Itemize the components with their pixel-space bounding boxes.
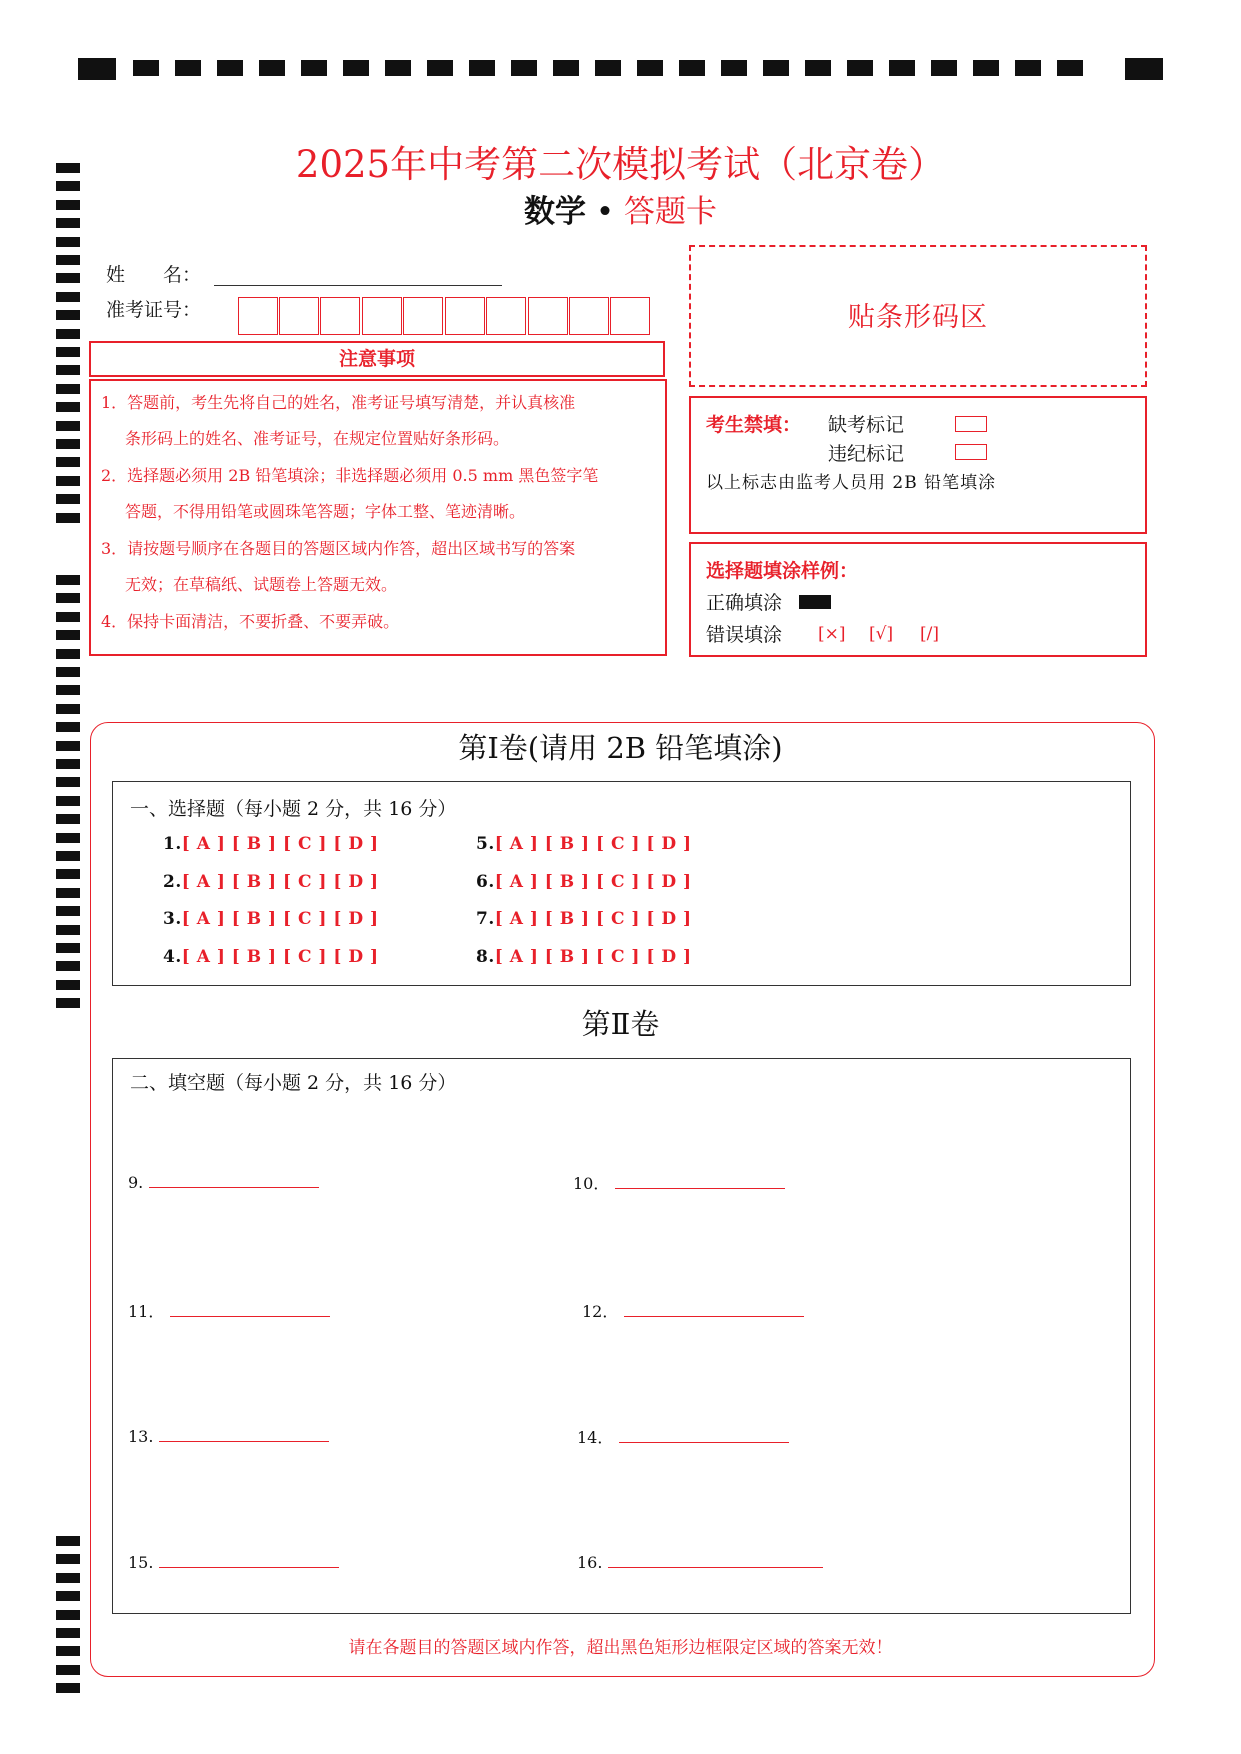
id-digit-box[interactable] [528,297,568,335]
timing-mark [56,630,80,640]
wrong-fill-label: 错误填涂 [706,624,783,646]
proctor-box [689,396,1147,534]
timing-mark [56,685,80,695]
timing-mark [56,704,80,714]
id-digit-box[interactable] [279,297,319,335]
timing-mark [721,60,747,76]
fill-in-blank[interactable]: 9. [128,1171,319,1192]
timing-mark [427,60,453,76]
timing-mark [56,384,80,394]
answer-line[interactable] [615,1172,785,1189]
timing-mark [56,365,80,375]
timing-mark [56,421,80,431]
id-digit-box[interactable] [445,297,485,335]
mcq-options[interactable]: [ A ] [ B ] [ C ] [ D ] [494,947,692,967]
timing-mark [78,58,116,80]
timing-mark [56,833,80,843]
timing-mark [301,60,327,76]
timing-mark [637,60,663,76]
mcq-question[interactable]: 1.[ A ] [ B ] [ C ] [ D ] [163,834,379,854]
wrong-mark-check: [√] [869,624,894,644]
proctor-title: 考生禁填： [706,414,802,436]
timing-mark [56,575,80,585]
timing-mark [56,310,80,320]
answer-line[interactable] [170,1300,330,1317]
mcq-section [112,781,1131,986]
timing-mark [56,612,80,622]
timing-mark [56,906,80,916]
violation-label: 违纪标记 [828,443,905,465]
fill-in-blank[interactable]: 16. [577,1551,823,1572]
barcode-label: 贴条形码区 [848,302,988,333]
fill-in-section-title: 二、填空题（每小题 2 分，共 16 分） [130,1072,457,1094]
timing-mark [56,593,80,603]
timing-mark [56,1665,80,1675]
mcq-question[interactable]: 3.[ A ] [ B ] [ C ] [ D ] [163,909,379,929]
id-digit-box[interactable] [610,297,650,335]
notice-item: 2．选择题必须用 2B 铅笔填涂；非选择题必须用 0.5 mm 黑色签字笔 [101,466,599,485]
id-digit-box[interactable] [362,297,402,335]
timing-mark [385,60,411,76]
timing-mark [56,1683,80,1693]
fill-in-blank[interactable]: 14． [577,1425,789,1448]
timing-mark [56,402,80,412]
timing-mark [763,60,789,76]
mcq-options[interactable]: [ A ] [ B ] [ C ] [ D ] [494,909,692,929]
answer-line[interactable] [624,1300,804,1317]
timing-mark [56,476,80,486]
mcq-question[interactable]: 8.[ A ] [ B ] [ C ] [ D ] [476,947,692,967]
id-number-boxes[interactable] [238,297,654,335]
timing-mark [56,888,80,898]
timing-mark [56,925,80,935]
mcq-options[interactable]: [ A ] [ B ] [ C ] [ D ] [494,872,692,892]
timing-mark [56,869,80,879]
barcode-zone [689,245,1147,387]
page-title: 2025年中考第二次模拟考试（北京卷） [295,143,946,186]
timing-mark [469,60,495,76]
timing-mark [175,60,201,76]
timing-mark [133,60,159,76]
timing-mark [56,777,80,787]
timing-mark [56,667,80,677]
mcq-options[interactable]: [ A ] [ B ] [ C ] [ D ] [181,909,379,929]
name-label: 姓 名： [106,264,202,286]
absent-mark-box[interactable] [955,416,987,432]
fill-in-blank[interactable]: 13. [128,1425,329,1446]
mcq-section-title: 一、选择题（每小题 2 分，共 16 分） [130,798,457,820]
page-subtitle [0,193,1241,231]
timing-mark [217,60,243,76]
mcq-options[interactable]: [ A ] [ B ] [ C ] [ D ] [181,872,379,892]
id-digit-box[interactable] [486,297,526,335]
answer-line[interactable] [149,1171,319,1188]
mcq-options[interactable]: [ A ] [ B ] [ C ] [ D ] [181,834,379,854]
timing-mark [679,60,705,76]
answer-line[interactable] [608,1551,823,1568]
fill-in-blank[interactable]: 12． [582,1299,804,1322]
id-label: 准考证号： [106,299,202,321]
answer-line[interactable] [619,1426,789,1443]
timing-mark [973,60,999,76]
part2-title: 第Ⅱ卷 [581,1007,660,1041]
timing-mark [56,1573,80,1583]
timing-mark [56,347,80,357]
timing-mark [56,329,80,339]
timing-mark [56,255,80,265]
timing-mark [343,60,369,76]
fill-in-blank[interactable]: 11． [128,1299,330,1322]
timing-mark [56,814,80,824]
subtitle-dot: • [595,194,615,230]
answer-line[interactable] [159,1425,329,1442]
notice-title: 注意事项 [338,348,415,370]
id-digit-box[interactable] [320,297,360,335]
fill-in-section [112,1058,1131,1614]
mcq-question[interactable]: 4.[ A ] [ B ] [ C ] [ D ] [163,947,379,967]
timing-mark [56,1610,80,1620]
wrong-mark-cross: [×] [818,624,846,644]
timing-mark [595,60,621,76]
sample-box [689,542,1147,657]
timing-mark [847,60,873,76]
timing-mark [553,60,579,76]
mcq-question[interactable]: 7.[ A ] [ B ] [ C ] [ D ] [476,909,692,929]
mcq-options[interactable]: [ A ] [ B ] [ C ] [ D ] [494,834,692,854]
timing-mark [1015,60,1041,76]
timing-mark [56,943,80,953]
notice-item: 1．答题前，考生先将自己的姓名，准考证号填写清楚，并认真核准 [101,393,576,412]
timing-mark [1057,60,1083,76]
timing-mark [56,1591,80,1601]
notice-item: 4．保持卡面清洁，不要折叠、不要弄破。 [101,612,400,631]
timing-mark [56,457,80,467]
sample-title: 选择题填涂样例： [706,560,859,582]
timing-mark [56,961,80,971]
wrong-mark-slash: [/] [920,624,939,644]
fill-in-blank[interactable]: 15. [128,1551,339,1572]
footer-warning: 请在各题目的答题区域内作答，超出黑色矩形边框限定区域的答案无效！ [348,1638,893,1658]
mcq-question[interactable]: 5.[ A ] [ B ] [ C ] [ D ] [476,834,692,854]
timing-mark [931,60,957,76]
notice-header [89,341,665,377]
notice-item: 条形码上的姓名、准考证号，在规定位置贴好条形码。 [125,429,510,448]
timing-mark [56,513,80,523]
notice-item: 答题，不得用铅笔或圆珠笔答题；字体工整、笔迹清晰。 [125,502,526,521]
id-digit-box[interactable] [403,297,443,335]
name-field[interactable] [214,285,502,286]
fill-in-blank[interactable]: 10． [573,1171,785,1194]
id-digit-box[interactable] [238,297,278,335]
timing-mark [56,494,80,504]
proctor-note: 以上标志由监考人员用 2B 铅笔填涂 [706,473,997,493]
notice-body [89,379,667,656]
id-digit-box[interactable] [569,297,609,335]
correct-fill-sample [799,595,831,609]
part1-title: 第Ⅰ卷(请用 2B 铅笔填涂) [458,731,783,765]
mcq-question[interactable]: 6.[ A ] [ B ] [ C ] [ D ] [476,872,692,892]
timing-mark [56,292,80,302]
timing-mark [511,60,537,76]
timing-mark [56,980,80,990]
answer-line[interactable] [159,1551,339,1568]
correct-fill-label: 正确填涂 [706,592,783,614]
timing-mark [56,273,80,283]
timing-mark [56,851,80,861]
timing-mark [56,649,80,659]
timing-mark [805,60,831,76]
notice-item: 无效；在草稿纸、试题卷上答题无效。 [125,575,398,594]
mcq-question[interactable]: 2.[ A ] [ B ] [ C ] [ D ] [163,872,379,892]
timing-mark [1125,58,1163,80]
subject-label: 数学 [523,194,586,230]
timing-mark [56,439,80,449]
timing-mark [56,796,80,806]
mcq-options[interactable]: [ A ] [ B ] [ C ] [ D ] [181,947,379,967]
timing-mark [56,1536,80,1546]
timing-mark [889,60,915,76]
timing-mark [259,60,285,76]
violation-mark-box[interactable] [955,444,987,460]
timing-mark [56,237,80,247]
notice-item: 3．请按题号顺序在各题目的答题区域内作答，超出区域书写的答案 [101,539,576,558]
timing-mark [56,1554,80,1564]
card-label: 答题卡 [624,194,717,230]
absent-label: 缺考标记 [828,414,905,436]
